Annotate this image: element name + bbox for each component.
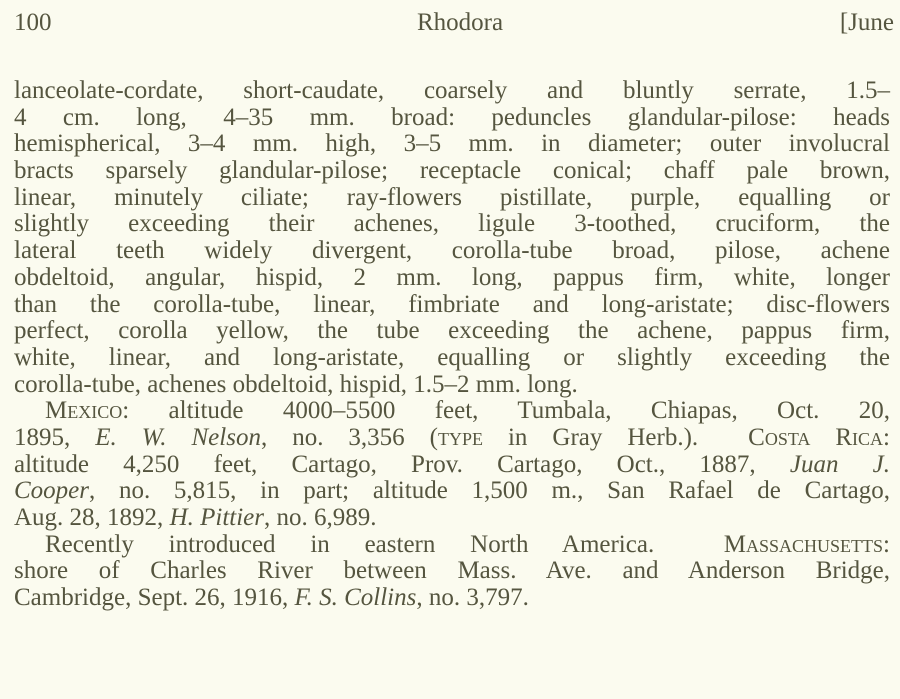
text-segment: : — [883, 423, 890, 451]
text-segment: linear, minutely ciliate; ray-flowers pistillate, purple, equalling or — [14, 183, 890, 211]
text-line — [14, 131, 890, 158]
text-segment: 4 cm. long, 4–35 mm. broad: peduncles glandular-pilose: heads — [14, 103, 890, 131]
text-line — [14, 505, 890, 532]
text-segment: , no. 6,989. — [264, 504, 377, 531]
text-line — [14, 265, 890, 292]
italic-text: Juan J. — [789, 450, 890, 478]
text-line — [14, 78, 890, 105]
text-segment: : altitude 4000–5500 feet, Tumbala, Chiapas, Oct. 20, — [122, 397, 890, 425]
text-line — [14, 238, 890, 265]
text-line — [14, 585, 890, 612]
text-segment: in Gray Herb.). — [482, 423, 749, 451]
text-segment: , no. 3,356 ( — [260, 423, 438, 451]
small-caps-text: type — [437, 423, 483, 451]
text-segment: obdeltoid, angular, hispid, 2 mm. long, pappus firm, white, longer — [14, 263, 890, 291]
text-segment: lateral teeth widely divergent, corolla-tube broad, pilose, achene — [14, 237, 890, 265]
body-text — [14, 78, 890, 612]
text-segment: corolla-tube, achenes obdeltoid, hispid, 1.5–2 mm. long. — [14, 370, 578, 398]
italic-text: F. S. Collins — [294, 584, 417, 612]
text-segment: white, linear, and long-aristate, equalling or slightly exceeding the — [14, 343, 890, 371]
page-number: 100 — [14, 9, 52, 36]
text-line — [14, 425, 890, 452]
small-caps-text: Massachusetts — [723, 530, 884, 558]
text-segment: : — [883, 530, 890, 558]
text-segment: perfect, corolla yellow, the tube exceeding the achene, pappus firm, — [14, 317, 890, 345]
text-segment: than the corolla-tube, linear, fimbriate and long-aristate; disc-flowers — [14, 290, 890, 318]
text-line — [14, 292, 890, 319]
text-segment: Aug. 28, 1892, — [14, 504, 170, 531]
text-segment: bracts sparsely glandular-pilose; receptacle conical; chaff pale brown, — [14, 157, 890, 185]
text-line — [14, 318, 890, 345]
text-segment: Recently introduced in eastern North America. — [45, 530, 724, 558]
text-line — [14, 558, 890, 585]
running-title: Rhodora — [416, 9, 504, 36]
text-line — [14, 532, 890, 559]
text-segment: lanceolate-cordate, short-caudate, coarsely and bluntly serrate, 1.5– — [14, 77, 890, 104]
text-segment: 1895, — [14, 423, 96, 451]
text-segment: Cambridge, Sept. 26, 1916, — [14, 584, 295, 612]
running-month: [June — [839, 9, 894, 36]
text-line — [14, 105, 890, 132]
text-line — [14, 478, 890, 505]
text-segment: , no. 3,797. — [416, 584, 529, 612]
text-line — [14, 345, 890, 372]
italic-text: Cooper — [14, 477, 89, 505]
text-line — [14, 158, 890, 185]
text-line — [14, 452, 890, 479]
text-segment: shore of Charles River between Mass. Ave. and Anderson Bridge, — [14, 557, 890, 585]
text-segment: altitude 4,250 feet, Cartago, Prov. Cartago, Oct., 1887, — [14, 450, 790, 478]
text-segment: , no. 5,815, in part; altitude 1,500 m., San Rafael de Cartago, — [89, 477, 890, 505]
text-line — [14, 185, 890, 212]
text-line — [14, 211, 890, 238]
small-caps-text: Mexico — [45, 397, 123, 425]
italic-text: E. W. Nelson — [95, 423, 261, 451]
small-caps-text: Costa Rica — [748, 423, 884, 451]
text-segment: slightly exceeding their achenes, ligule 3-toothed, cruciform, the — [14, 210, 890, 238]
italic-text: H. Pittier — [169, 504, 264, 531]
text-line — [14, 372, 890, 399]
text-segment: hemispherical, 3–4 mm. high, 3–5 mm. in diameter; outer involucral — [14, 130, 890, 158]
text-line — [14, 398, 890, 425]
